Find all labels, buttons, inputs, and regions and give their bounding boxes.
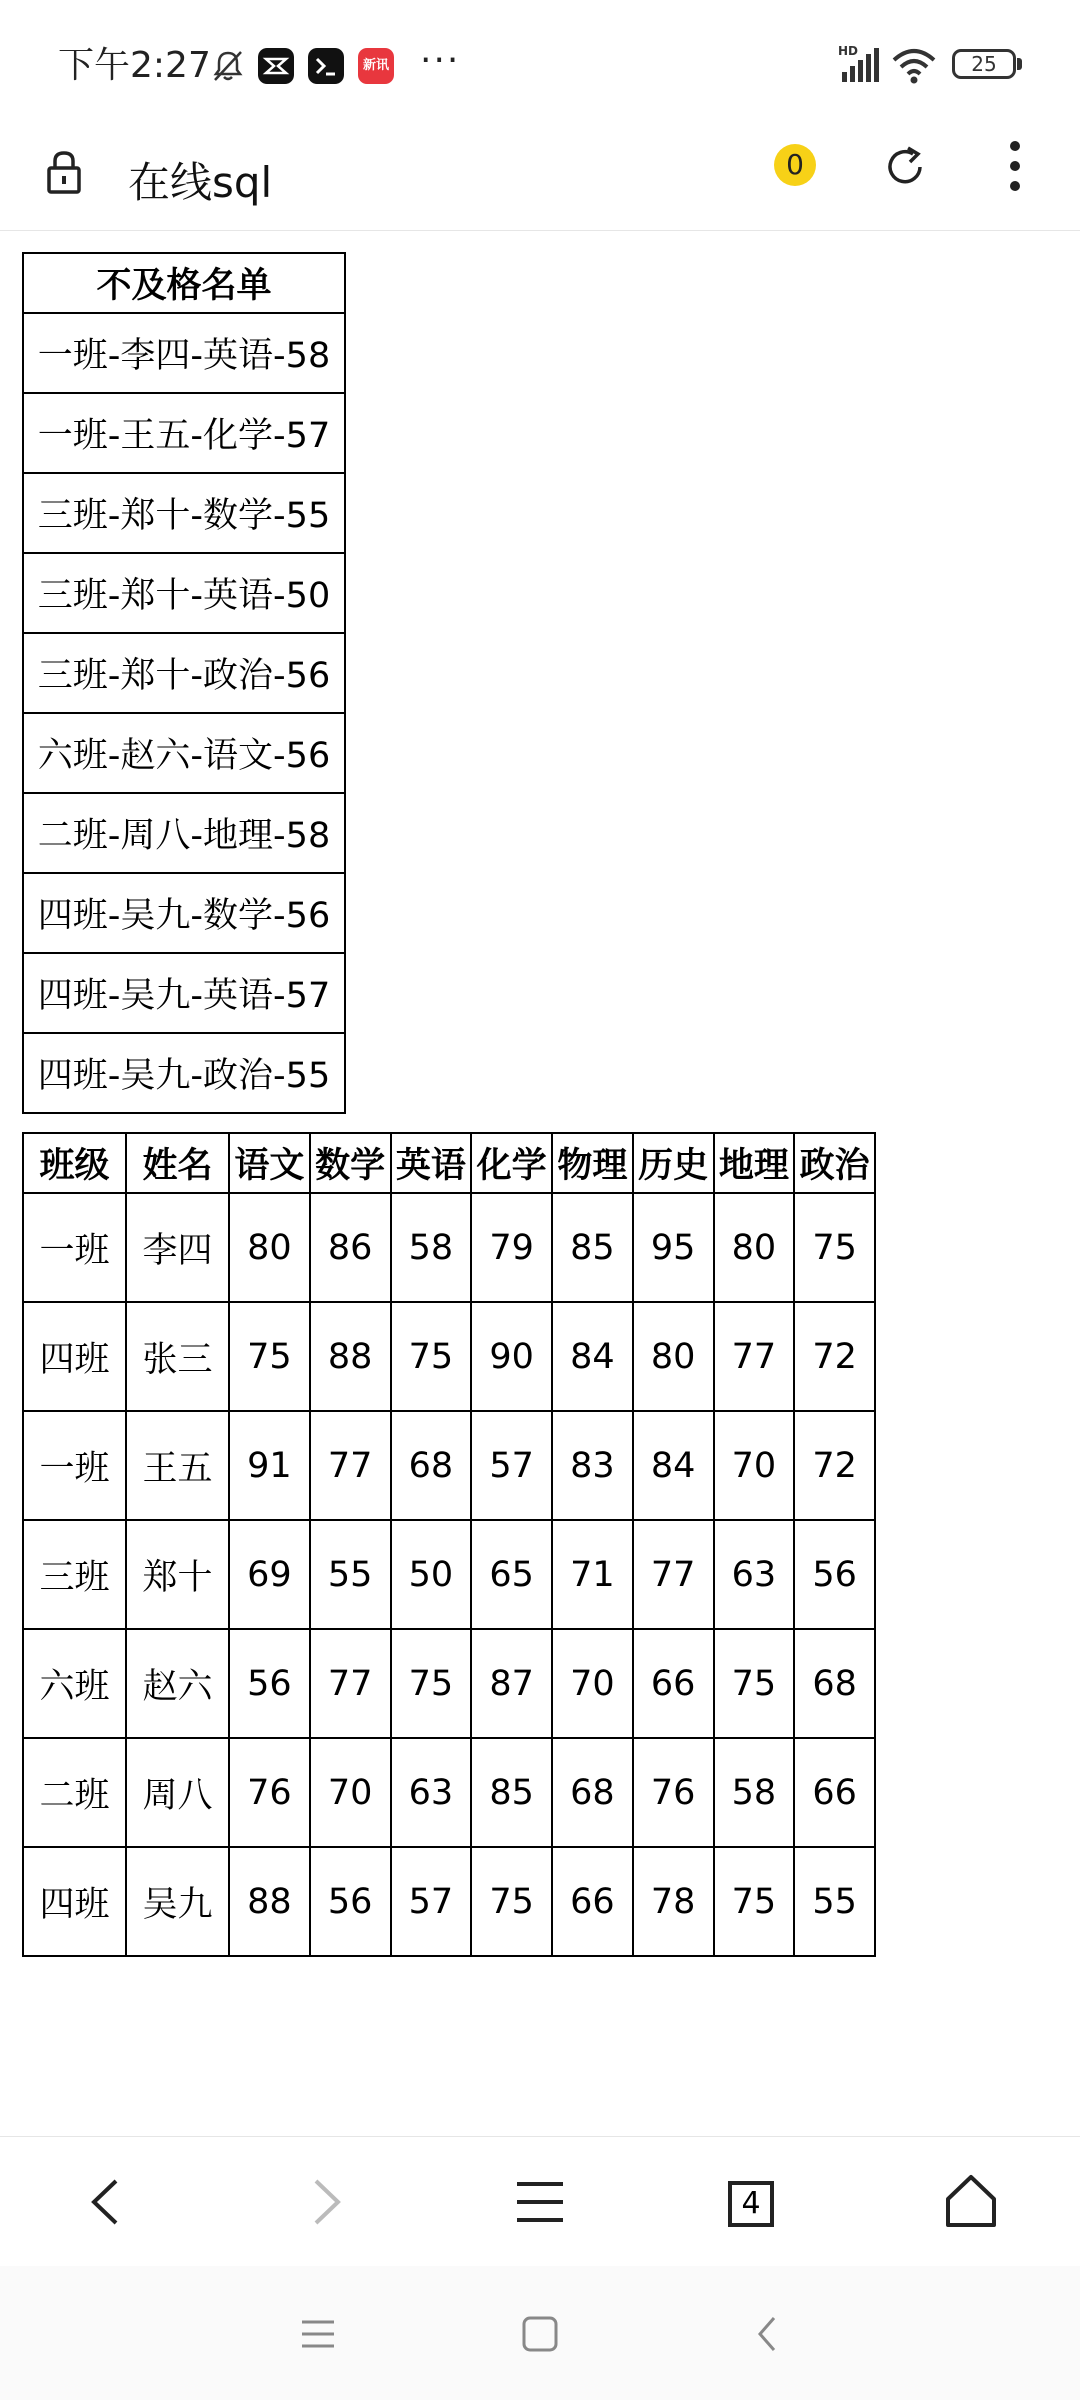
table-cell: 63 — [391, 1738, 472, 1847]
column-header: 历史 — [633, 1133, 714, 1193]
column-header: 语文 — [229, 1133, 310, 1193]
table-cell: 70 — [714, 1411, 795, 1520]
table-cell: 76 — [633, 1738, 714, 1847]
table-cell: 王五 — [126, 1411, 229, 1520]
score-header-row — [23, 1133, 875, 1193]
more-notifications-icon: ··· — [420, 40, 461, 81]
table-cell: 88 — [310, 1302, 391, 1411]
table-cell: 75 — [794, 1193, 875, 1302]
table-row — [23, 1520, 875, 1629]
column-header: 数学 — [310, 1133, 391, 1193]
table-cell: 75 — [391, 1302, 472, 1411]
table-cell: 郑十 — [126, 1520, 229, 1629]
table-cell: 72 — [794, 1302, 875, 1411]
table-cell: 一班 — [23, 1411, 126, 1520]
battery-tip — [1017, 58, 1022, 70]
notification-muted-icon — [210, 46, 246, 86]
table-row — [23, 1629, 875, 1738]
table-cell: 68 — [552, 1738, 633, 1847]
table-cell: 75 — [714, 1629, 795, 1738]
table-cell: 88 — [229, 1847, 310, 1956]
table-cell: 77 — [310, 1411, 391, 1520]
table-cell: 四班 — [23, 1302, 126, 1411]
column-header: 化学 — [471, 1133, 552, 1193]
table-cell: 56 — [229, 1629, 310, 1738]
table-cell: 75 — [391, 1629, 472, 1738]
column-header: 英语 — [391, 1133, 472, 1193]
table-cell: 50 — [391, 1520, 472, 1629]
table-cell: 66 — [552, 1847, 633, 1956]
table-cell: 75 — [471, 1847, 552, 1956]
table-cell: 80 — [633, 1302, 714, 1411]
fail-list-cell: 一班-李四-英语-58 — [23, 313, 345, 393]
table-cell: 65 — [471, 1520, 552, 1629]
fail-list-row — [23, 793, 345, 873]
tab-count: 4 — [741, 2186, 761, 2221]
fail-list-cell: 六班-赵六-语文-56 — [23, 713, 345, 793]
table-cell: 71 — [552, 1520, 633, 1629]
column-header: 姓名 — [126, 1133, 229, 1193]
capcut-app-icon — [258, 48, 294, 84]
lock-icon[interactable] — [44, 148, 84, 198]
table-cell: 56 — [310, 1847, 391, 1956]
column-header: 地理 — [714, 1133, 795, 1193]
fail-list-row — [23, 633, 345, 713]
fail-list-row — [23, 713, 345, 793]
fail-list-header: 不及格名单 — [23, 253, 345, 313]
table-cell: 66 — [794, 1738, 875, 1847]
system-nav-bar — [0, 2266, 1080, 2400]
table-cell: 83 — [552, 1411, 633, 1520]
table-cell: 84 — [552, 1302, 633, 1411]
table-cell: 90 — [471, 1302, 552, 1411]
more-menu-icon[interactable] — [1000, 140, 1030, 192]
table-row — [23, 1847, 875, 1956]
table-cell: 68 — [794, 1629, 875, 1738]
hd-label: HD — [838, 44, 859, 58]
table-cell: 75 — [229, 1302, 310, 1411]
table-cell: 78 — [633, 1847, 714, 1956]
column-header: 政治 — [794, 1133, 875, 1193]
fail-list-row — [23, 313, 345, 393]
fail-list-row — [23, 873, 345, 953]
table-cell: 80 — [229, 1193, 310, 1302]
recent-apps-icon[interactable] — [296, 2312, 340, 2356]
fail-list-row — [23, 393, 345, 473]
table-cell: 55 — [310, 1520, 391, 1629]
table-cell: 周八 — [126, 1738, 229, 1847]
fail-list-cell: 三班-郑十-数学-55 — [23, 473, 345, 553]
table-cell: 77 — [633, 1520, 714, 1629]
table-row — [23, 1411, 875, 1520]
table-cell: 75 — [714, 1847, 795, 1956]
table-cell: 79 — [471, 1193, 552, 1302]
table-cell: 77 — [714, 1302, 795, 1411]
table-cell: 58 — [391, 1193, 472, 1302]
table-cell: 四班 — [23, 1847, 126, 1956]
status-time: 下午2:27 — [58, 45, 211, 86]
page-title[interactable]: 在线sql — [128, 158, 273, 207]
browser-bottom-nav — [0, 2136, 1080, 2267]
table-cell: 69 — [229, 1520, 310, 1629]
table-cell: 吴九 — [126, 1847, 229, 1956]
table-cell: 86 — [310, 1193, 391, 1302]
table-cell: 57 — [391, 1847, 472, 1956]
table-cell: 95 — [633, 1193, 714, 1302]
table-cell: 70 — [310, 1738, 391, 1847]
table-cell: 63 — [714, 1520, 795, 1629]
menu-icon[interactable] — [505, 2167, 575, 2237]
table-cell: 55 — [794, 1847, 875, 1956]
fail-list-cell: 一班-王五-化学-57 — [23, 393, 345, 473]
forward-icon[interactable] — [290, 2167, 360, 2237]
fail-list-row — [23, 1033, 345, 1113]
table-cell: 80 — [714, 1193, 795, 1302]
fail-list-cell: 三班-郑十-英语-50 — [23, 553, 345, 633]
table-cell: 57 — [471, 1411, 552, 1520]
column-header: 物理 — [552, 1133, 633, 1193]
notification-badge[interactable]: 0 — [774, 144, 816, 186]
table-cell: 李四 — [126, 1193, 229, 1302]
battery-level: 25 — [971, 52, 997, 76]
fail-list-cell: 四班-吴九-政治-55 — [23, 1033, 345, 1113]
fail-list-cell: 四班-吴九-数学-56 — [23, 873, 345, 953]
column-header: 班级 — [23, 1133, 126, 1193]
terminal-app-icon — [308, 48, 344, 84]
table-cell: 56 — [794, 1520, 875, 1629]
battery-icon — [952, 49, 1016, 79]
table-cell: 68 — [391, 1411, 472, 1520]
fail-list-row — [23, 953, 345, 1033]
table-row — [23, 1193, 875, 1302]
wifi-icon — [892, 46, 936, 86]
fail-list-cell: 四班-吴九-英语-57 — [23, 953, 345, 1033]
table-cell: 76 — [229, 1738, 310, 1847]
fail-list-row — [23, 553, 345, 633]
news-app-icon: 新讯 — [358, 48, 394, 84]
table-cell: 84 — [633, 1411, 714, 1520]
status-bar — [0, 0, 1080, 130]
table-row — [23, 1302, 875, 1411]
table-cell: 72 — [794, 1411, 875, 1520]
table-cell: 87 — [471, 1629, 552, 1738]
table-cell: 一班 — [23, 1193, 126, 1302]
fail-list-cell: 二班-周八-地理-58 — [23, 793, 345, 873]
table-cell: 58 — [714, 1738, 795, 1847]
fail-list-table — [22, 252, 346, 1114]
system-home-icon[interactable] — [518, 2312, 562, 2356]
table-cell: 66 — [633, 1629, 714, 1738]
table-row — [23, 1738, 875, 1847]
table-cell: 张三 — [126, 1302, 229, 1411]
table-cell: 85 — [552, 1193, 633, 1302]
fail-list-row — [23, 473, 345, 553]
table-cell: 二班 — [23, 1738, 126, 1847]
table-cell: 91 — [229, 1411, 310, 1520]
back-icon[interactable] — [72, 2167, 142, 2237]
table-cell: 六班 — [23, 1629, 126, 1738]
tabs-button[interactable] — [728, 2181, 774, 2227]
table-cell: 赵六 — [126, 1629, 229, 1738]
fail-list-cell: 三班-郑十-政治-56 — [23, 633, 345, 713]
table-cell: 70 — [552, 1629, 633, 1738]
system-back-icon[interactable] — [746, 2312, 790, 2356]
refresh-icon[interactable] — [882, 144, 928, 190]
score-table — [22, 1132, 876, 1957]
table-cell: 三班 — [23, 1520, 126, 1629]
table-cell: 85 — [471, 1738, 552, 1847]
home-icon[interactable] — [936, 2167, 1006, 2237]
table-cell: 77 — [310, 1629, 391, 1738]
